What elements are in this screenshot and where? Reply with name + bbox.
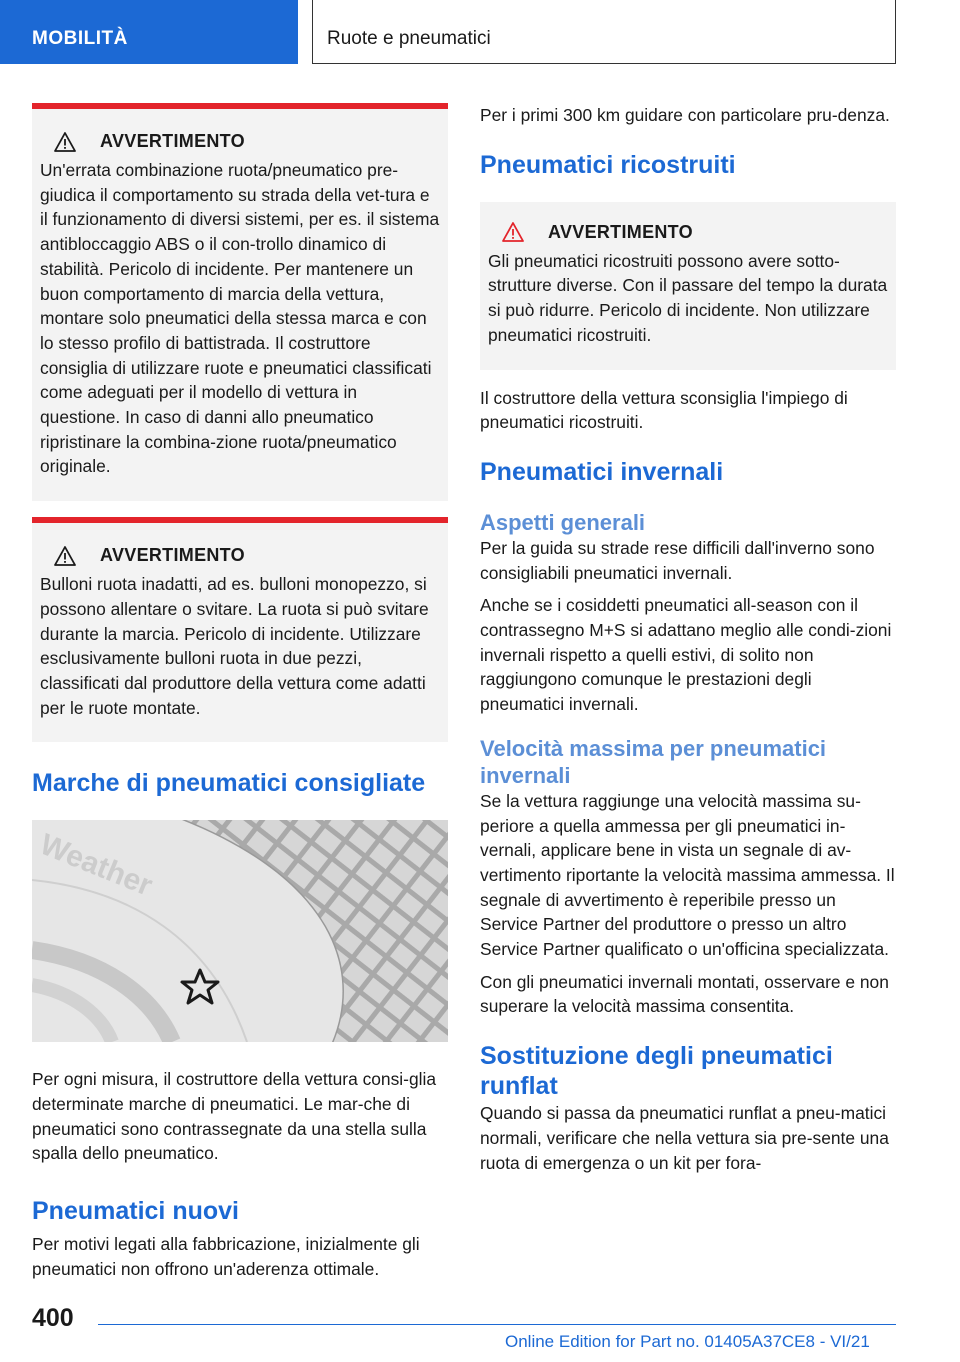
brands-paragraph: Per ogni misura, il costruttore della vettura consi-glia determinate marche di pneumatici. Le mar-che di pneumatici sono contrassegnate da una stella sulla spalla dello pneumatico. xyxy=(32,1069,437,1164)
warning-box-wheel-bolts xyxy=(32,517,448,742)
page-number: 400 xyxy=(32,1304,74,1332)
warning-text: Bulloni ruota inadatti, ad es. bulloni monopezzo, si possono allentare o svitare. La ruota si può svitare durante la marcia. Pericolo di incidente. Utilizzare esclusivamente bulloni ruota in due pezzi, classificati dal produttore della vettura come adatti per le ruote montate. xyxy=(40,574,429,718)
warning-box-retreaded xyxy=(480,202,896,370)
warning-title: AVVERTIMENTO xyxy=(40,131,440,152)
new-tires-paragraph: Per motivi legati alla fabbricazione, inizialmente gli pneumatici non offrono un'aderenza ottimale. xyxy=(32,1234,420,1279)
warning-triangle-icon xyxy=(54,546,76,566)
warning-text: Un'errata combinazione ruota/pneumatico pre-giudica il comportamento su strada della vet-tura e il funzionamento di diversi sistemi, per es. il sistema antibloccaggio ABS o il con-trollo dinamico di stabilità. Pericolo di incidente. Per mantenere un buon comportamento di marcia della vettura, montare solo pneumatici della stessa marca e con lo stesso profilo di battistrada. Il costruttore consiglia di utilizzare ruote e pneumatici classificati come adeguati per il modello di vettura in questione. In caso di danni allo pneumatico ripristinare la combina-zione ruota/pneumatico originale. xyxy=(40,160,440,477)
tire-sidewall-text: Weather xyxy=(35,828,157,903)
warning-text: Gli pneumatici ricostruiti possono avere sotto-strutture diverse. Con il passare del tempo la durata si può ridurre. Pericolo di incidente. Non utilizzare pneumatici ricostruiti. xyxy=(488,250,888,345)
footer-divider xyxy=(98,1324,896,1325)
section-heading-new-tires: Pneumatici nuovi xyxy=(32,1197,239,1226)
general-paragraph-1: Per la guida su strade rese difficili dall'inverno sono consigliabili pneumatici invernali. xyxy=(480,537,875,583)
runflat-paragraph: Quando si passa da pneumatici runflat a pneu-matici normali, verificare che nella vettura sia pre-sente una ruota di emergenza o un kit per fora- xyxy=(480,1103,889,1173)
subheading-max-speed: Velocità massima per pneumatici invernali xyxy=(480,735,827,788)
general-paragraph-2: Anche se i cosiddetti pneumatici all-season con il contrassegno M+S si adattano meglio alle condi-zioni invernali rispetto a quelli estivi, di solito non raggiungono comunque le prestazioni degli pneumatici invernali. xyxy=(480,595,892,715)
section-title: Ruote e pneumatici xyxy=(312,0,896,64)
footer-edition: Online Edition for Part no. 01405A37CE8 - VI/21 xyxy=(505,1332,870,1351)
section-heading-brands: Marche di pneumatici consigliate xyxy=(32,769,426,798)
intro-paragraph: Per i primi 300 km guidare con particolare pru-denza. xyxy=(480,105,890,125)
warning-triangle-icon xyxy=(502,222,524,242)
warning-title: AVVERTIMENTO xyxy=(40,545,440,566)
tire-star-marking-illustration xyxy=(32,820,448,1042)
subheading-general: Aspetti generali xyxy=(480,509,646,535)
warning-box-wheel-combination xyxy=(32,103,448,501)
max-speed-paragraph-2: Con gli pneumatici invernali montati, osservare e non superare la velocità massima consentita. xyxy=(480,971,889,1017)
section-heading-winter: Pneumatici invernali xyxy=(480,457,724,486)
chapter-tab[interactable]: MOBILITÀ xyxy=(0,0,298,64)
right-column xyxy=(480,103,896,1183)
section-heading-runflat: Sostituzione degli pneumatici runflat xyxy=(480,1042,833,1101)
warning-triangle-icon xyxy=(54,132,76,152)
retreaded-paragraph: Il costruttore della vettura sconsiglia l'impiego di pneumatici ricostruiti. xyxy=(480,387,848,433)
section-heading-retreaded: Pneumatici ricostruiti xyxy=(480,150,736,179)
max-speed-paragraph-1: Se la vettura raggiunge una velocità massima su-periore a quella ammessa per gli pneumatici in-vernali, applicare bene in vista un segnale di av-vertimento riportante la velocità massima ammessa. Il segnale di avvertimento è reperibile presso un Service Partner del produttore o presso un altro Service Partner qualificato o un'officina specializzata. xyxy=(480,790,895,960)
warning-title: AVVERTIMENTO xyxy=(488,222,888,243)
left-column xyxy=(32,103,448,1290)
